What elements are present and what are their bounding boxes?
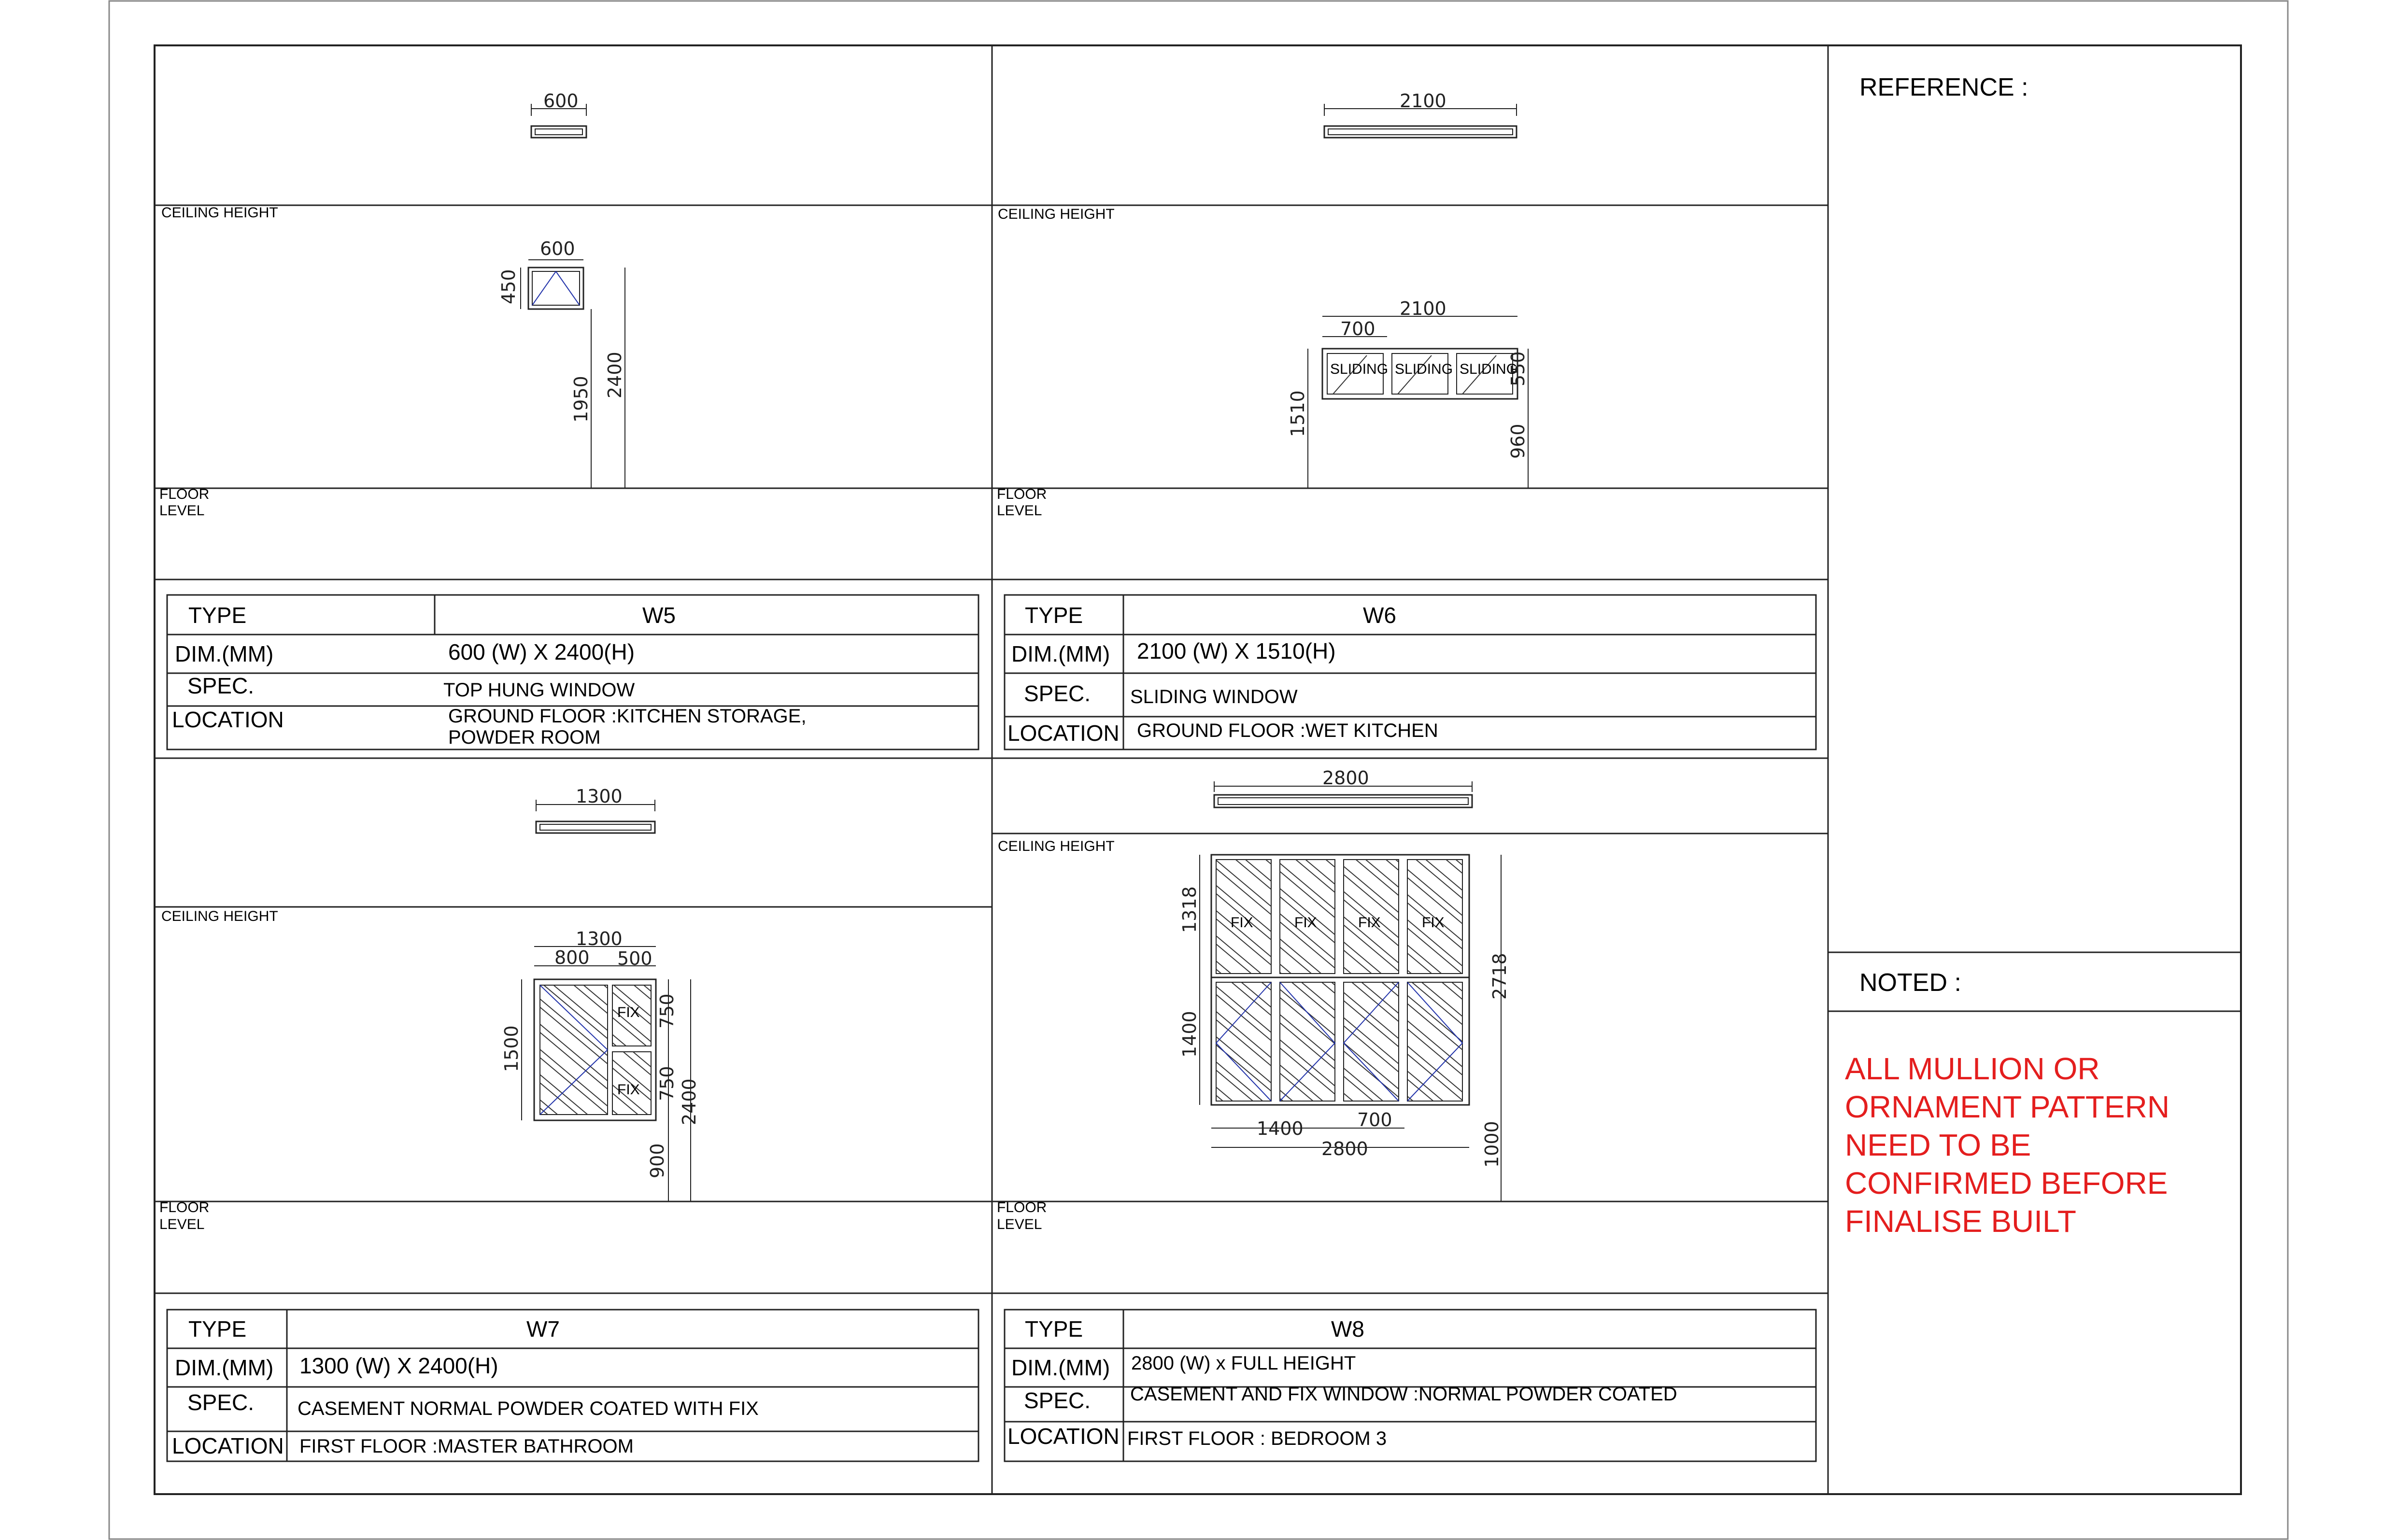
table-header-spec: SPEC.	[187, 1390, 255, 1415]
construction-note	[1845, 1051, 2169, 1239]
note-line: ORNAMENT PATTERN	[1845, 1089, 2170, 1124]
right-width-dim: 500	[617, 948, 652, 969]
height-dim: 550	[1507, 351, 1529, 386]
window-w5	[155, 90, 992, 749]
table-header-spec: SPEC.	[1024, 681, 1091, 706]
ceiling-height-label: CEILING HEIGHT	[998, 838, 1115, 854]
table-header-location: LOCATION	[1007, 721, 1120, 746]
type-value: W6	[1363, 603, 1396, 628]
fix-label: FIX	[617, 1004, 640, 1020]
plan-width-dim: 600	[543, 90, 579, 112]
elevation-view	[1308, 316, 1528, 488]
lower-height-dim: 750	[656, 1066, 678, 1101]
total-height-dim: 2718	[1489, 953, 1510, 1000]
sill-dim: 900	[647, 1143, 668, 1178]
spec-value: SLIDING WINDOW	[1130, 686, 1298, 707]
bottom-left-dim: 1400	[1257, 1118, 1304, 1139]
type-value: W7	[526, 1316, 560, 1342]
fix-label: FIX	[1294, 915, 1317, 931]
upper-height-dim: 750	[656, 993, 678, 1029]
dim-value: 1300 (W) X 2400(H)	[299, 1353, 498, 1378]
floor-level-label: LEVEL	[159, 1216, 205, 1232]
sill-dim: 1950	[570, 376, 592, 423]
fix-label: FIX	[1422, 915, 1445, 931]
width-dim: 2800	[1321, 1138, 1368, 1159]
table-header-location: LOCATION	[1007, 1424, 1120, 1449]
floor-level-label: LEVEL	[997, 1216, 1042, 1232]
table-header-type: TYPE	[1025, 603, 1083, 628]
width-dim: 600	[540, 238, 575, 259]
table-header-spec: SPEC.	[1024, 1388, 1091, 1413]
floor-level-label: FLOOR	[997, 1200, 1047, 1215]
ceiling-height-label: CEILING HEIGHT	[161, 908, 278, 924]
table-header-type: TYPE	[188, 1316, 247, 1342]
floor-level-label: FLOOR	[997, 486, 1047, 502]
table-header-location: LOCATION	[172, 1433, 284, 1458]
window-w8	[992, 767, 1828, 1461]
floor-level-label: FLOOR	[159, 1200, 210, 1215]
height-dim: 450	[498, 269, 519, 304]
sliding-label: SLIDING	[1460, 361, 1518, 377]
ceiling-height-label: CEILING HEIGHT	[161, 205, 278, 221]
note-line: ALL MULLION OR	[1845, 1051, 2100, 1086]
sill-dim: 960	[1507, 424, 1529, 459]
table-header-dim: DIM.(MM)	[175, 1355, 274, 1380]
fix-label: FIX	[1358, 915, 1381, 931]
location-value: POWDER ROOM	[448, 727, 601, 748]
spec-value: CASEMENT AND FIX WINDOW :NORMAL POWDER COATED	[1130, 1384, 1677, 1405]
location-value: FIRST FLOOR : BEDROOM 3	[1127, 1428, 1387, 1449]
width-dim: 1300	[576, 928, 623, 949]
location-value: GROUND FLOOR :WET KITCHEN	[1137, 720, 1438, 741]
floor-level-label: FLOOR	[159, 486, 210, 502]
table-header-dim: DIM.(MM)	[1011, 1355, 1110, 1380]
floor-level-label: LEVEL	[997, 503, 1042, 519]
width-dim: 2100	[1400, 298, 1446, 319]
table-header-location: LOCATION	[172, 707, 284, 732]
plan-width-dim: 2100	[1400, 90, 1446, 112]
fix-label: FIX	[617, 1082, 640, 1098]
total-height-dim: 2400	[604, 352, 625, 398]
sliding-label: SLIDING	[1330, 361, 1389, 377]
type-value: W8	[1331, 1316, 1364, 1342]
dim-value: 600 (W) X 2400(H)	[448, 639, 635, 664]
bottom-height-dim: 1400	[1179, 1011, 1200, 1058]
panel-width-dim: 700	[1340, 318, 1375, 339]
note-line: FINALISE BUILT	[1845, 1204, 2076, 1239]
dim-value: 2800 (W) x FULL HEIGHT	[1131, 1353, 1356, 1374]
noted-label: NOTED :	[1859, 969, 1961, 997]
total-height-dim: 1510	[1287, 390, 1308, 437]
sill-dim: 1000	[1481, 1121, 1503, 1168]
reference-label: REFERENCE :	[1859, 73, 2028, 101]
table-header-dim: DIM.(MM)	[1011, 641, 1110, 666]
table-header-dim: DIM.(MM)	[175, 641, 274, 666]
table-header-type: TYPE	[1025, 1316, 1083, 1342]
plan-width-dim: 1300	[576, 786, 623, 807]
bottom-mid-dim: 700	[1357, 1109, 1392, 1130]
total-height-dim: 2400	[679, 1078, 700, 1125]
ceiling-height-label: CEILING HEIGHT	[998, 206, 1115, 222]
window-w6	[992, 90, 1828, 749]
sliding-label: SLIDING	[1395, 361, 1453, 377]
floor-level-label: LEVEL	[159, 503, 205, 519]
window-w7	[155, 786, 992, 1461]
location-value: GROUND FLOOR :KITCHEN STORAGE,	[448, 706, 807, 727]
table-header-spec: SPEC.	[187, 673, 255, 698]
height-dim: 1500	[501, 1025, 522, 1072]
type-value: W5	[642, 603, 676, 628]
table-header-type: TYPE	[188, 603, 247, 628]
spec-value: CASEMENT NORMAL POWDER COATED WITH FIX	[298, 1398, 759, 1419]
spec-value: TOP HUNG WINDOW	[443, 679, 635, 701]
location-value: FIRST FLOOR :MASTER BATHROOM	[299, 1436, 634, 1457]
left-width-dim: 800	[554, 947, 590, 968]
dim-value: 2100 (W) X 1510(H)	[1137, 638, 1336, 664]
plan-width-dim: 2800	[1322, 767, 1369, 789]
top-height-dim: 1318	[1179, 886, 1200, 933]
fix-label: FIX	[1231, 915, 1253, 931]
note-line: NEED TO BE	[1845, 1128, 2031, 1162]
note-line: CONFIRMED BEFORE	[1845, 1166, 2168, 1201]
sheet-border	[109, 1, 2288, 1539]
